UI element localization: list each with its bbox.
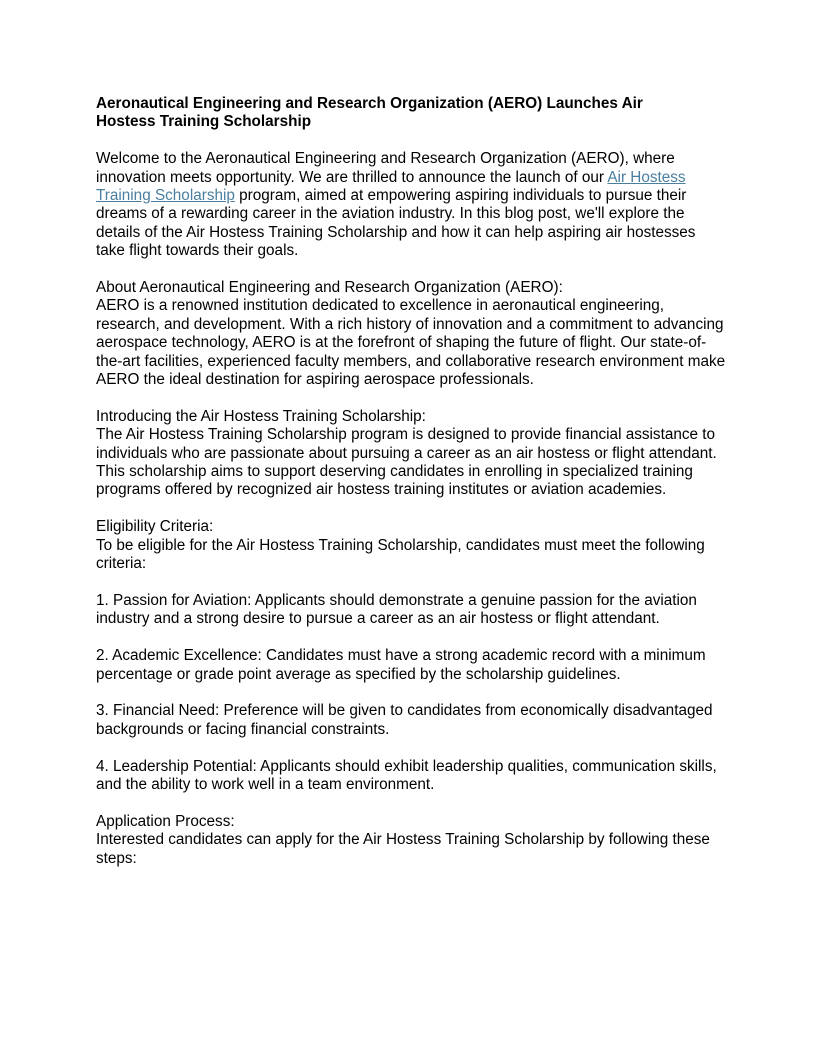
intro-paragraph bbox=[96, 150, 726, 260]
article-title bbox=[96, 95, 726, 132]
criteria-item: 3. Financial Need: Preference will be given to candidates from economically disadvantaged backgrounds or facing financial constraints. bbox=[96, 702, 713, 738]
criteria-item: 2. Academic Excellence: Candidates must have a strong academic record with a minimum percentage or grade point average as specified by the scholarship guidelines. bbox=[96, 647, 706, 683]
scholarship-link[interactable]: Air Hostess Training Scholarship bbox=[96, 168, 686, 205]
intro-text-after-link: program, aimed at empowering aspiring individuals to pursue their dreams of a rewarding career in the aviation industry. In this blog post, we'll explore the details of the Air Hostess Training Scholarship and how it can help aspiring air hostesses take flight towards their goals. bbox=[96, 187, 696, 260]
introducing-heading: Introducing the Air Hostess Training Scholarship: bbox=[96, 407, 426, 425]
introducing-section bbox=[96, 408, 726, 500]
about-section bbox=[96, 279, 726, 389]
application-heading: Application Process: bbox=[96, 812, 235, 830]
application-body: Interested candidates can apply for the Air Hostess Training Scholarship by following these steps: bbox=[96, 831, 710, 867]
application-section bbox=[96, 813, 726, 868]
about-body: AERO is a renowned institution dedicated to excellence in aeronautical engineering, research, and development. With a rich history of innovation and a commitment to advancing aerospace technology, AERO is at the forefront of shaping the future of flight. Our state-of-the-art facilities, experienced faculty members, and collaborative research environment make AERO the ideal destination for aspiring aerospace professionals. bbox=[96, 297, 726, 389]
document-page bbox=[96, 95, 726, 886]
eligibility-section bbox=[96, 518, 726, 573]
criteria-item: 4. Leadership Potential: Applicants should exhibit leadership qualities, communication skills, and the ability to work well in a team environment. bbox=[96, 757, 717, 793]
criteria-item: 1. Passion for Aviation: Applicants should demonstrate a genuine passion for the aviation industry and a strong desire to pursue a career as an air hostess or flight attendant. bbox=[96, 591, 697, 628]
eligibility-heading: Eligibility Criteria: bbox=[96, 518, 214, 536]
intro-text-before-link: Welcome to the Aeronautical Engineering and Research Organization (AERO), where innovation meets opportunity. We are thrilled to announce the launch of our bbox=[96, 150, 675, 186]
eligibility-body: To be eligible for the Air Hostess Training Scholarship, candidates must meet the following criteria: bbox=[96, 536, 705, 573]
title-line-1: Aeronautical Engineering and Research Organization (AERO) Launches Air bbox=[96, 95, 643, 112]
introducing-body: The Air Hostess Training Scholarship program is designed to provide financial assistance to individuals who are passionate about pursuing a career as an air hostess or flight attendant. This scholarship aims to support deserving candidates in enrolling in specialized training programs offered by recognized air hostess training institutes or aviation academies. bbox=[96, 426, 717, 499]
title-line-2: Hostess Training Scholarship bbox=[96, 113, 312, 131]
about-heading: About Aeronautical Engineering and Research Organization (AERO): bbox=[96, 279, 563, 297]
